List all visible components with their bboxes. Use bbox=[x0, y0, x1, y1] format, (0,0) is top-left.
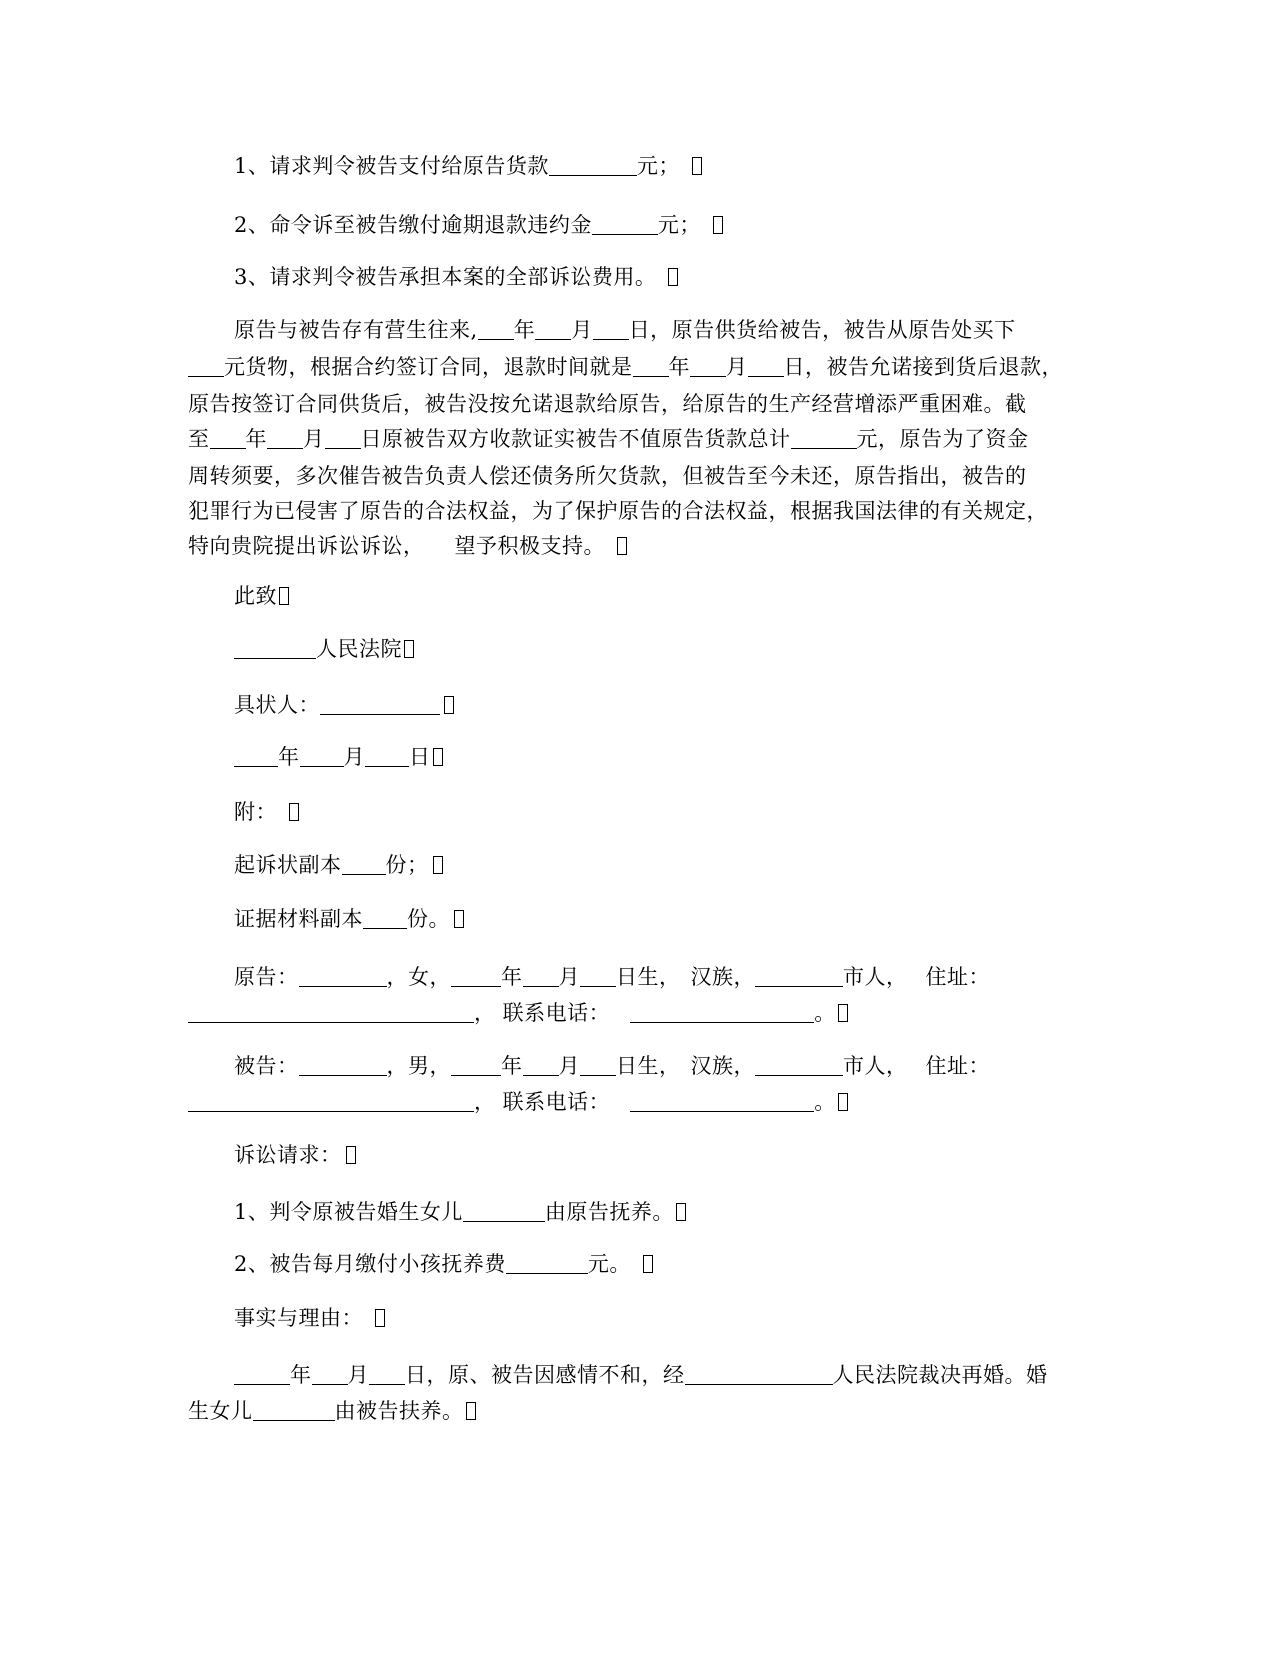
claim-3: 3、请求判令被告承担本案的全部诉讼费用。 bbox=[234, 262, 678, 292]
suit-claims-title: 诉讼请求： bbox=[234, 1140, 356, 1170]
court-line: 人民法院 bbox=[234, 634, 414, 664]
date-line: 年 月 日 bbox=[234, 742, 443, 772]
facts-line-4: 至 年 月 日原被告双方收款证实被告不值原告货款总计 元，原告为了资金 bbox=[188, 427, 1029, 451]
facts-line-5: 周转须要，多次催告被告负责人偿还债务所欠货款，但被告至今未还，原告指出，被告的 bbox=[188, 464, 1027, 488]
facts-line-1: 原告与被告存有营生往来, 年 月 日，原告供货给被告，被告从原告处买下 bbox=[234, 318, 1016, 342]
signer-line: 具状人： bbox=[234, 690, 454, 720]
attachment-evidence-copies: 证据材料副本 份。 bbox=[234, 904, 464, 934]
facts-reasons-title: 事实与理由： bbox=[234, 1303, 385, 1333]
divorce-facts-line-1: 年 月 日，原、被告因感情不和，经 人民法院裁决再婚。婚 bbox=[234, 1360, 1048, 1390]
facts-line-2: 元货物，根据合约签订合同，退款时间就是 年 月 日，被告允诺接到货后退款， bbox=[188, 352, 1063, 382]
attachment-label: 附： bbox=[234, 797, 299, 827]
salutation: 此致 bbox=[234, 581, 289, 611]
claim-1: 1、请求判令被告支付给原告货款 元； bbox=[234, 151, 702, 181]
facts-line-7: 特向贵院提出诉讼诉讼， 望予积极支持。 bbox=[188, 531, 627, 561]
plaintiff-line-1: 原告： ，女， 年 月 日生， 汉族， 市人， 住址： bbox=[234, 965, 990, 989]
claim-2: 2、命令诉至被告缴付逾期退款违约金 元； bbox=[234, 210, 723, 240]
plaintiff-line-2: ， 联系电话： 。 bbox=[188, 998, 848, 1028]
facts-line-6: 犯罪行为已侵害了原告的合法权益，为了保护原告的合法权益，根据我国法律的有关规定， bbox=[188, 499, 1048, 523]
defendant-line-1: 被告： ，男， 年 月 日生， 汉族， 市人， 住址： bbox=[234, 1054, 990, 1078]
suit-claim-2: 2、被告每月缴付小孩抚养费 元。 bbox=[234, 1249, 653, 1279]
facts-line-3: 原告按签订合同供货后，被告没按允诺退款给原告，给原告的生产经营增添严重困难。截 bbox=[188, 392, 1027, 416]
defendant-line-2: ， 联系电话： 。 bbox=[188, 1087, 848, 1117]
attachment-complaint-copies: 起诉状副本 份； bbox=[234, 850, 443, 880]
divorce-facts-line-2: 生女儿 由被告扶养。 bbox=[188, 1396, 476, 1426]
suit-claim-1: 1、判令原被告婚生女儿 由原告抚养。 bbox=[234, 1197, 686, 1227]
